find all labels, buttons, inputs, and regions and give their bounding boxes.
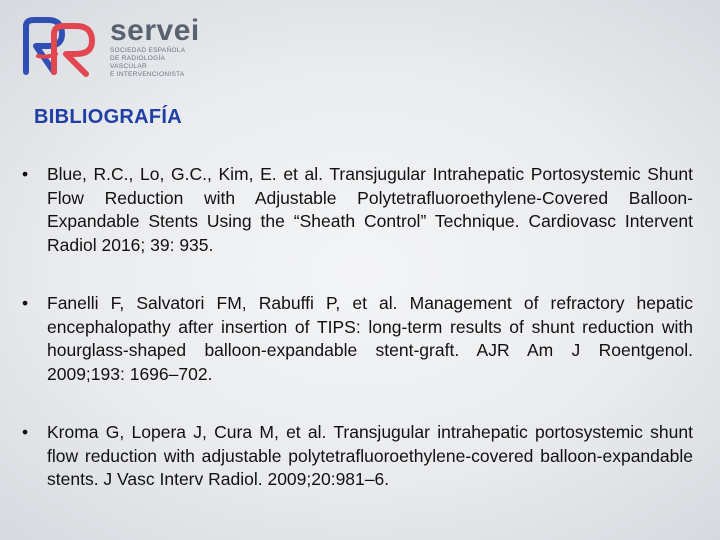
- reference-item: [20, 292, 693, 386]
- logo-name: servei: [110, 14, 200, 47]
- bullet: •: [22, 164, 29, 184]
- reference-list: [20, 163, 693, 527]
- reference-item: [20, 163, 693, 257]
- servei-logo: [20, 14, 200, 79]
- page-title: BIBLIOGRAFÍA: [34, 106, 183, 128]
- servei-logo-icon: [20, 14, 102, 78]
- reference-text: Fanelli F, Salvatori FM, Rabuffi P, et al. Management of refractory hepatic encephalopathy after insertion of TIPS: long-term results of shunt reduction with hourglass-shaped balloon-expandable stent-graft. AJR Am J Roentgenol. 2009;193: 1696–702.: [47, 293, 693, 384]
- bullet: •: [22, 293, 29, 313]
- logo-subtitle: SOCIEDAD ESPAÑOLA DE RADIOLOGÍA VASCULAR E INTERVENCIONISTA: [110, 47, 186, 78]
- reference-text: Blue, R.C., Lo, G.C., Kim, E. et al. Transjugular Intrahepatic Portosystemic Shunt Flow Reduction with Adjustable Polytetrafluoroethylene-Covered Balloon-Expandable Stents Using the “Sheath Control” Technique. Cardiovasc Intervent Radiol 2016; 39: 935.: [47, 164, 693, 255]
- reference-text: Kroma G, Lopera J, Cura M, et al. Transjugular intrahepatic portosystemic shunt flow reduction with adjustable polytetrafluoroethylene-covered balloon-expandable stents. J Vasc Interv Radiol. 2009;20:981–6.: [47, 422, 693, 489]
- bullet: •: [22, 422, 29, 442]
- reference-item: [20, 421, 693, 492]
